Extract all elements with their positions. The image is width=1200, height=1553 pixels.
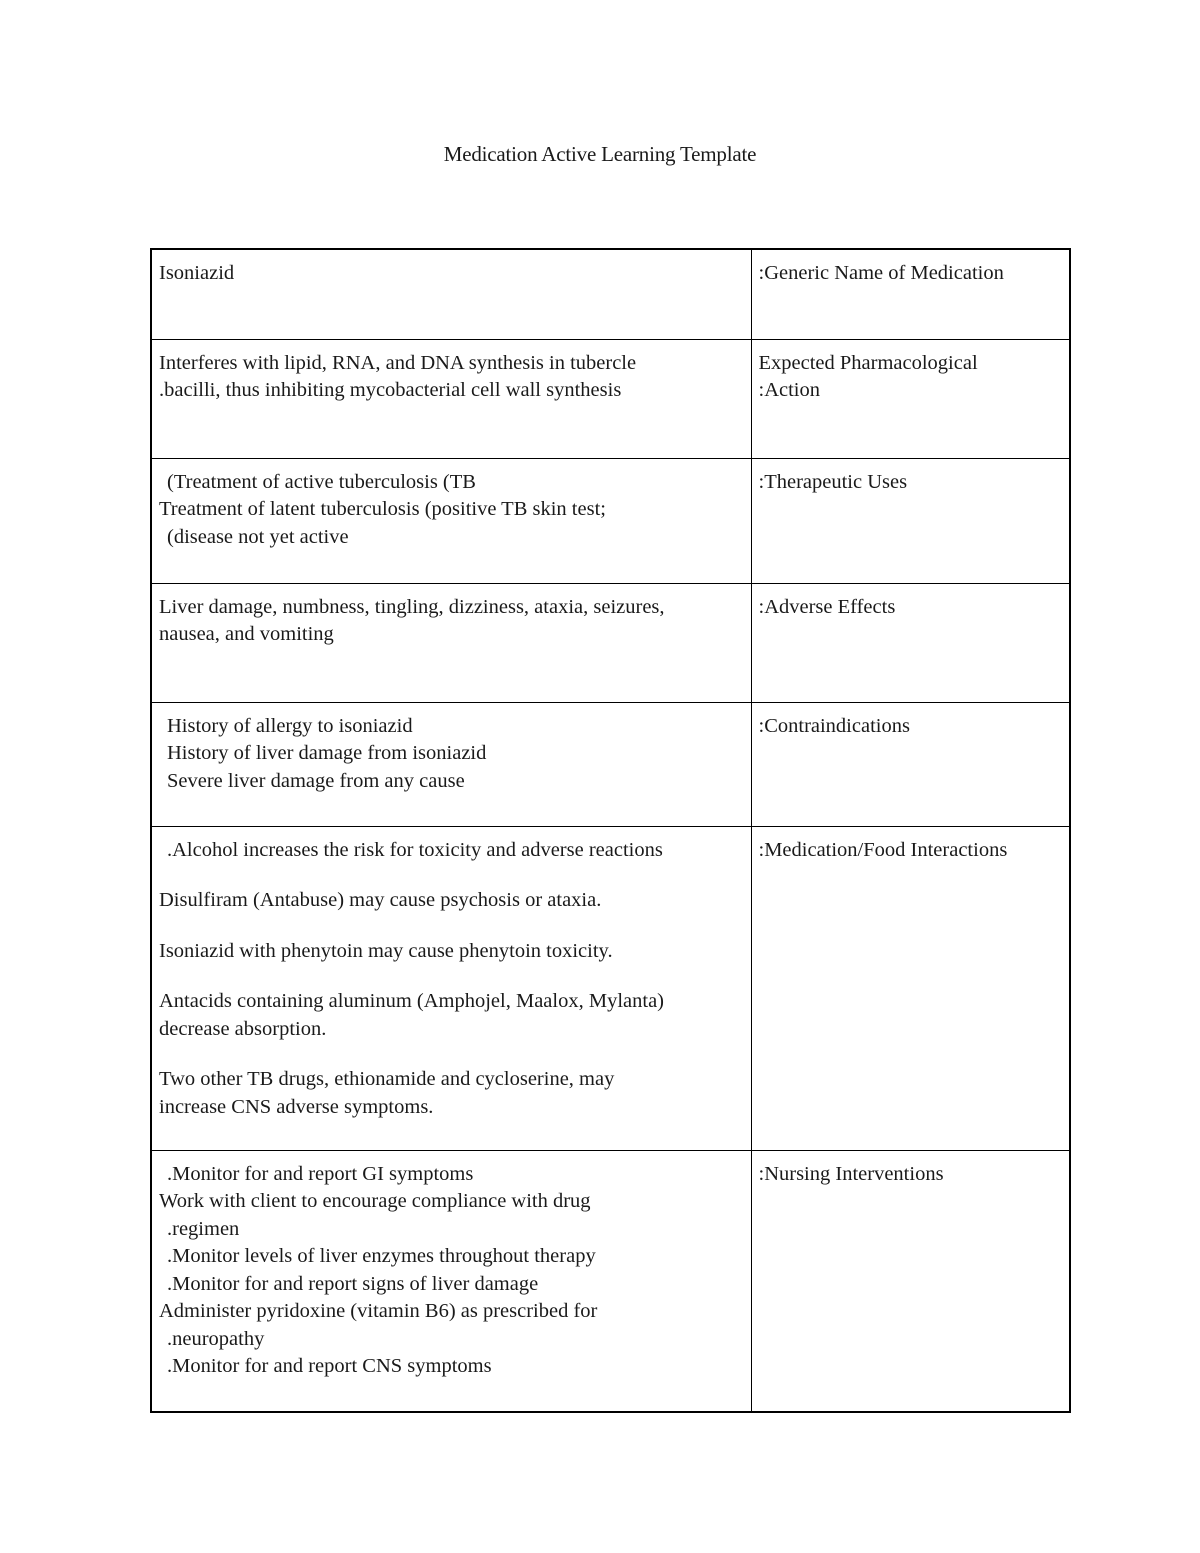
pharmacological-action-label — [751, 339, 1070, 458]
text-line: Administer pyridoxine (vitamin B6) as prescribed for — [159, 1300, 598, 1322]
text-line: Interferes with lipid, RNA, and DNA synthesis in tubercle — [159, 351, 637, 374]
paragraph — [159, 938, 745, 966]
text-line: Liver damage, numbness, tingling, dizziness, ataxia, seizures, — [159, 595, 665, 618]
table-row-pharmacological-action — [151, 339, 1070, 458]
text-line: Severe liver damage from any cause — [167, 769, 465, 792]
text-line: .bacilli, thus inhibiting mycobacterial cell wall synthesis — [159, 379, 622, 401]
text-line: Isoniazid with phenytoin may cause phenytoin toxicity. — [159, 939, 613, 962]
row-label-line: :Action — [758, 379, 820, 401]
text-line: History of liver damage from isoniazid — [167, 742, 487, 764]
text-line: .Monitor levels of liver enzymes throughout therapy — [167, 1245, 596, 1267]
row-label-line: Expected Pharmacological — [758, 351, 978, 374]
interactions-label — [751, 826, 1070, 1150]
adverse-effects-value — [151, 583, 751, 702]
row-label: :Therapeutic Uses — [758, 470, 908, 493]
nursing-interventions-value — [151, 1150, 751, 1412]
table-row-contraindications — [151, 702, 1070, 826]
table-row-therapeutic-uses — [151, 458, 1070, 583]
table-row-nursing-interventions — [151, 1150, 1070, 1412]
row-label: :Nursing Interventions — [758, 1162, 944, 1185]
row-label: :Adverse Effects — [758, 595, 896, 618]
text-line: decrease absorption. — [159, 1017, 327, 1040]
paragraph — [159, 837, 745, 865]
text-line: History of allergy to isoniazid — [167, 714, 413, 737]
text-line: Isoniazid — [159, 262, 235, 284]
text-line: Disulfiram (Antabuse) may cause psychosis or ataxia. — [159, 889, 602, 911]
text-line: nausea, and vomiting — [159, 623, 334, 645]
table-row-adverse-effects — [151, 583, 1070, 702]
therapeutic-uses-value — [151, 458, 751, 583]
page-title: Medication Active Learning Template — [443, 142, 757, 166]
adverse-effects-label — [751, 583, 1070, 702]
table-row-generic-name — [151, 249, 1070, 339]
text-line: .neuropathy — [167, 1327, 265, 1350]
paragraph — [159, 988, 745, 1043]
text-line: (Treatment of active tuberculosis (TB — [167, 470, 476, 493]
generic-name-label — [751, 249, 1070, 339]
text-line: .Monitor for and report signs of liver damage — [167, 1272, 539, 1295]
table-row-interactions — [151, 826, 1070, 1150]
therapeutic-uses-label — [751, 458, 1070, 583]
row-label: :Medication/Food Interactions — [758, 838, 1008, 861]
row-label: :Contraindications — [758, 714, 910, 737]
text-line: .Monitor for and report CNS symptoms — [167, 1355, 492, 1377]
row-label: :Generic Name of Medication — [758, 262, 1004, 284]
text-line: .regimen — [167, 1217, 240, 1240]
interactions-value — [151, 826, 751, 1150]
medication-table — [150, 248, 1071, 1413]
text-line: Work with client to encourage compliance with drug — [159, 1190, 591, 1212]
paragraph — [159, 887, 745, 915]
text-line: increase CNS adverse symptoms. — [159, 1095, 434, 1118]
text-line: Antacids containing aluminum (Amphojel, Maalox, Mylanta) — [159, 990, 664, 1012]
text-line: .Alcohol increases the risk for toxicity and adverse reactions — [167, 838, 663, 861]
text-line: (disease not yet active — [167, 525, 349, 548]
contraindications-value — [151, 702, 751, 826]
text-line: Two other TB drugs, ethionamide and cycloserine, may — [159, 1068, 615, 1090]
text-line: .Monitor for and report GI symptoms — [167, 1162, 474, 1185]
text-line: Treatment of latent tuberculosis (positive TB skin test; — [159, 498, 606, 520]
pharmacological-action-value — [151, 339, 751, 458]
nursing-interventions-label — [751, 1150, 1070, 1412]
paragraph — [159, 1066, 745, 1121]
contraindications-label — [751, 702, 1070, 826]
generic-name-value — [151, 249, 751, 339]
